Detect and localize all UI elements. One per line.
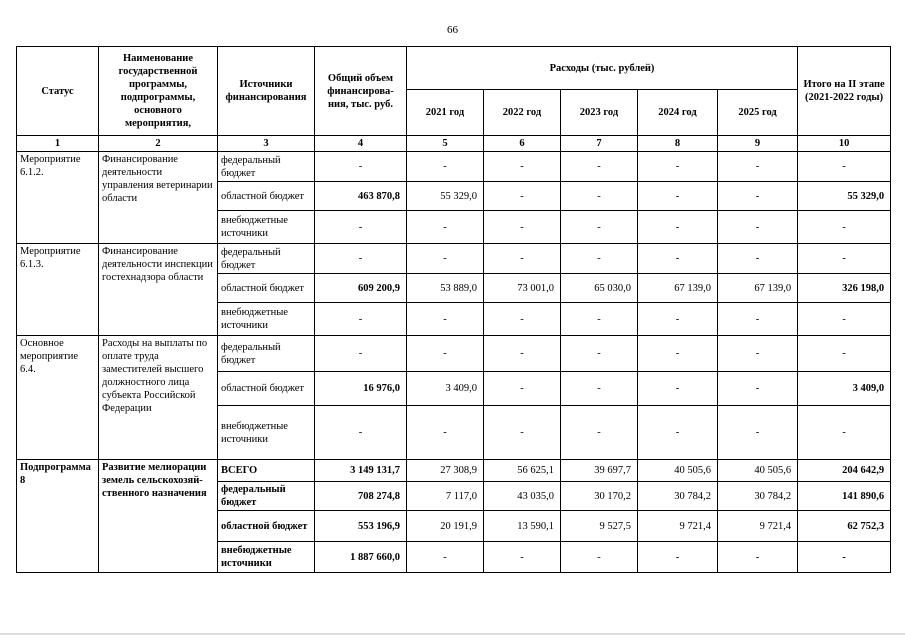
source-cell: внебюджетные источники	[218, 303, 315, 336]
column-number: 7	[561, 136, 638, 152]
column-number: 6	[484, 136, 561, 152]
name-cell: Расходы на выплаты по оплате труда заместителей высшего должностного лица субъекта Российской Федерации	[99, 336, 218, 460]
value-cell: 16 976,0	[315, 372, 407, 406]
value-cell: -	[561, 336, 638, 372]
value-cell: -	[798, 152, 891, 182]
value-cell: -	[407, 303, 484, 336]
source-cell: внебюджетные источники	[218, 542, 315, 573]
value-cell: -	[407, 542, 484, 573]
value-cell: -	[484, 211, 561, 244]
value-cell: -	[718, 303, 798, 336]
header-year: 2021 год	[407, 90, 484, 136]
header-year: 2024 год	[638, 90, 718, 136]
value-cell: -	[315, 244, 407, 274]
value-cell: -	[315, 152, 407, 182]
value-cell: -	[484, 303, 561, 336]
value-cell: -	[638, 211, 718, 244]
value-cell: 40 505,6	[718, 460, 798, 482]
value-cell: 204 642,9	[798, 460, 891, 482]
source-cell: внебюджетные источники	[218, 406, 315, 460]
value-cell: 56 625,1	[484, 460, 561, 482]
source-cell: ВСЕГО	[218, 460, 315, 482]
header-name: Наименование государственной программы, подпрограммы, основного мероприятия,	[99, 47, 218, 136]
header-expenses: Расходы (тыс. рублей)	[407, 47, 798, 90]
value-cell: 43 035,0	[484, 482, 561, 511]
value-cell: -	[561, 372, 638, 406]
value-cell: -	[561, 303, 638, 336]
source-cell: областной бюджет	[218, 511, 315, 542]
value-cell: 40 505,6	[638, 460, 718, 482]
value-cell: -	[561, 406, 638, 460]
source-cell: областной бюджет	[218, 274, 315, 303]
value-cell: -	[561, 182, 638, 211]
value-cell: -	[315, 303, 407, 336]
value-cell: 3 409,0	[798, 372, 891, 406]
name-cell: Развитие мелиорации земель сельскохозяй-ственного назначения	[99, 460, 218, 573]
source-cell: федеральный бюджет	[218, 336, 315, 372]
value-cell: -	[561, 244, 638, 274]
value-cell: -	[484, 542, 561, 573]
value-cell: -	[718, 152, 798, 182]
value-cell: 62 752,3	[798, 511, 891, 542]
value-cell: 55 329,0	[798, 182, 891, 211]
scan-edge	[0, 633, 905, 635]
source-cell: внебюджетные источники	[218, 211, 315, 244]
value-cell: 27 308,9	[407, 460, 484, 482]
value-cell: 55 329,0	[407, 182, 484, 211]
financing-table	[16, 46, 891, 573]
column-number: 2	[99, 136, 218, 152]
value-cell: 708 274,8	[315, 482, 407, 511]
value-cell: 553 196,9	[315, 511, 407, 542]
name-cell: Финансирование деятельности инспекции гостехнадзора области	[99, 244, 218, 336]
value-cell: -	[638, 406, 718, 460]
value-cell: 141 890,6	[798, 482, 891, 511]
column-number: 4	[315, 136, 407, 152]
source-cell: федеральный бюджет	[218, 244, 315, 274]
value-cell: -	[315, 406, 407, 460]
source-cell: областной бюджет	[218, 182, 315, 211]
value-cell: -	[638, 542, 718, 573]
status-cell: Мероприятие 6.1.3.	[17, 244, 99, 336]
value-cell: -	[718, 211, 798, 244]
status-cell: Подпрограмма 8	[17, 460, 99, 573]
value-cell: -	[315, 336, 407, 372]
value-cell: 7 117,0	[407, 482, 484, 511]
value-cell: -	[484, 406, 561, 460]
name-cell: Финансирование деятельности управления ветеринарии области	[99, 152, 218, 244]
value-cell: -	[718, 406, 798, 460]
header-status: Статус	[17, 47, 99, 136]
value-cell: 30 170,2	[561, 482, 638, 511]
status-cell: Основное мероприятие 6.4.	[17, 336, 99, 460]
value-cell: -	[718, 542, 798, 573]
value-cell: -	[484, 152, 561, 182]
value-cell: 67 139,0	[638, 274, 718, 303]
value-cell: -	[407, 244, 484, 274]
column-number: 1	[17, 136, 99, 152]
value-cell: -	[407, 211, 484, 244]
value-cell: 30 784,2	[718, 482, 798, 511]
column-number: 10	[798, 136, 891, 152]
value-cell: -	[638, 336, 718, 372]
source-cell: федеральный бюджет	[218, 482, 315, 511]
status-cell: Мероприятие 6.1.2.	[17, 152, 99, 244]
table-row	[17, 460, 891, 482]
column-number: 3	[218, 136, 315, 152]
value-cell: -	[638, 152, 718, 182]
value-cell: -	[561, 152, 638, 182]
table-row	[17, 244, 891, 274]
source-cell: областной бюджет	[218, 372, 315, 406]
table-row	[17, 152, 891, 182]
value-cell: -	[484, 336, 561, 372]
value-cell: -	[407, 152, 484, 182]
value-cell: 9 527,5	[561, 511, 638, 542]
value-cell: 463 870,8	[315, 182, 407, 211]
value-cell: 9 721,4	[718, 511, 798, 542]
header-year: 2022 год	[484, 90, 561, 136]
value-cell: -	[798, 303, 891, 336]
value-cell: 1 887 660,0	[315, 542, 407, 573]
value-cell: -	[561, 211, 638, 244]
table-row	[17, 336, 891, 372]
value-cell: -	[638, 303, 718, 336]
source-cell: федеральный бюджет	[218, 152, 315, 182]
value-cell: -	[798, 336, 891, 372]
value-cell: -	[407, 406, 484, 460]
value-cell: -	[718, 244, 798, 274]
value-cell: -	[315, 211, 407, 244]
value-cell: -	[798, 542, 891, 573]
header-sources: Источники финансирования	[218, 47, 315, 136]
column-number: 9	[718, 136, 798, 152]
value-cell: 30 784,2	[638, 482, 718, 511]
value-cell: 9 721,4	[638, 511, 718, 542]
header-total: Общий объем финансирова-ния, тыс. руб.	[315, 47, 407, 136]
value-cell: 65 030,0	[561, 274, 638, 303]
value-cell: 20 191,9	[407, 511, 484, 542]
value-cell: 67 139,0	[718, 274, 798, 303]
value-cell: -	[798, 244, 891, 274]
column-number: 5	[407, 136, 484, 152]
value-cell: -	[484, 244, 561, 274]
value-cell: -	[638, 244, 718, 274]
header-stage-total: Итого на II этапе (2021-2022 годы)	[798, 47, 891, 136]
value-cell: -	[798, 406, 891, 460]
page-number: 66	[447, 24, 458, 36]
header-year: 2025 год	[718, 90, 798, 136]
value-cell: 609 200,9	[315, 274, 407, 303]
value-cell: -	[484, 182, 561, 211]
value-cell: -	[798, 211, 891, 244]
value-cell: -	[718, 182, 798, 211]
value-cell: -	[407, 336, 484, 372]
value-cell: 13 590,1	[484, 511, 561, 542]
header-year: 2023 год	[561, 90, 638, 136]
value-cell: -	[484, 372, 561, 406]
value-cell: 53 889,0	[407, 274, 484, 303]
value-cell: 3 409,0	[407, 372, 484, 406]
value-cell: -	[638, 182, 718, 211]
value-cell: 73 001,0	[484, 274, 561, 303]
value-cell: -	[718, 372, 798, 406]
value-cell: 39 697,7	[561, 460, 638, 482]
table-body	[17, 152, 891, 573]
value-cell: -	[561, 542, 638, 573]
value-cell: 3 149 131,7	[315, 460, 407, 482]
value-cell: -	[638, 372, 718, 406]
column-number: 8	[638, 136, 718, 152]
value-cell: 326 198,0	[798, 274, 891, 303]
value-cell: -	[718, 336, 798, 372]
